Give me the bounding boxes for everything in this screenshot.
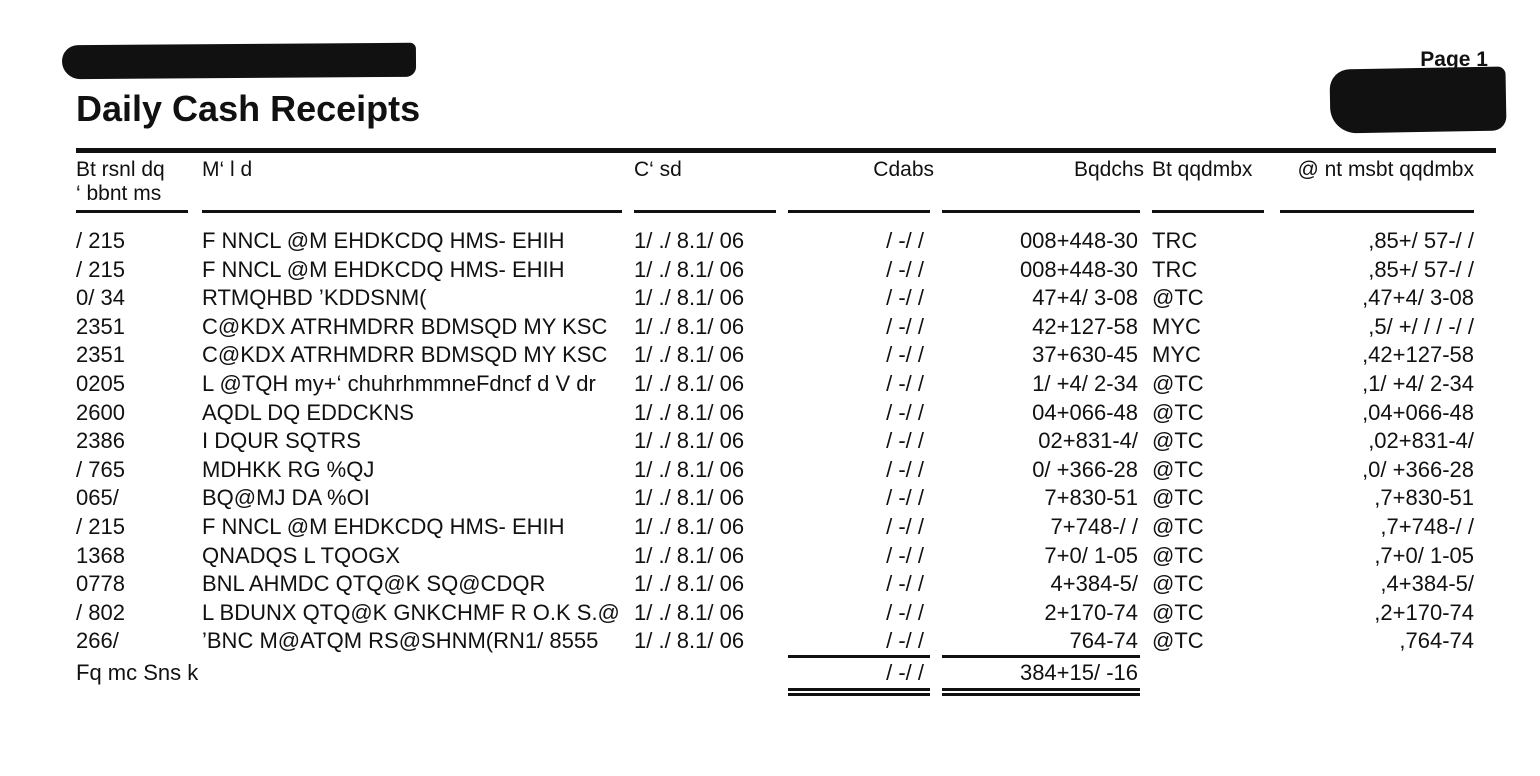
cell-credit: 0/ +366-28 [1032, 456, 1138, 482]
report-title: Daily Cash Receipts [76, 88, 421, 129]
cell-credit: 7+830-51 [1044, 485, 1138, 511]
cell-account-amount: ,1/ +4/ 2-34 [1362, 371, 1474, 396]
total-rule [942, 655, 1140, 658]
cell-debit: / -/ / [886, 599, 924, 625]
cell-customer-account: 2600 [76, 399, 125, 425]
cell-credit: 37+630-45 [1032, 342, 1138, 368]
cell-customer-account: / 215 [76, 256, 125, 282]
cell-credit: 1/ +4/ 2-34 [1032, 371, 1138, 396]
cell-debit: / -/ / [886, 485, 924, 511]
cell-date: 1/ ./ 8.1/ 06 [634, 514, 745, 539]
cell-credit: 008+448-30 [1019, 256, 1138, 282]
cell-date: 1/ ./ 8.1/ 06 [634, 571, 745, 597]
cell-account: MYC [1152, 313, 1201, 339]
redaction-mark [62, 43, 416, 79]
cell-customer-account: 0/ 34 [76, 285, 125, 311]
cell-account: TRC [1152, 228, 1198, 253]
cell-account: @TC [1152, 456, 1204, 482]
cell-date: 1/ ./ 8.1/ 06 [634, 285, 745, 311]
cell-debit: / -/ / [886, 399, 924, 425]
cell-account: TRC [1152, 256, 1198, 282]
cell-name: F NNCL @M EHDKCDQ HMS- EHIH [202, 228, 565, 253]
cell-account-amount: ,7+0/ 1-05 [1374, 542, 1474, 568]
cell-account-amount: ,42+127-58 [1362, 342, 1474, 368]
cell-debit: / -/ / [886, 228, 924, 253]
cell-account-amount: ,85+/ 57-/ / [1368, 256, 1474, 282]
cell-credit: 7+0/ 1-05 [1044, 542, 1138, 568]
cell-debit: / -/ / [886, 313, 924, 339]
cell-debit: / -/ / [886, 542, 924, 568]
cell-customer-account: / 765 [76, 456, 125, 482]
cell-debit: / -/ / [886, 285, 924, 311]
cell-credit: 2+170-74 [1044, 599, 1138, 625]
cell-name: MDHKK RG %QJ [202, 456, 375, 482]
header-name: M‘ l d [202, 158, 253, 181]
redaction-mark [1329, 66, 1506, 133]
cell-account-amount: ,2+170-74 [1374, 599, 1474, 625]
header-rule [942, 210, 1140, 213]
cell-customer-account: 1368 [76, 542, 125, 568]
cell-customer-account: / 215 [76, 228, 125, 253]
cell-date: 1/ ./ 8.1/ 06 [634, 399, 745, 425]
cell-date: 1/ ./ 8.1/ 06 [634, 542, 745, 568]
cell-customer-account: / 215 [76, 514, 125, 539]
cell-date: 1/ ./ 8.1/ 06 [634, 342, 745, 368]
cell-credit: 02+831-4/ [1038, 428, 1138, 454]
cell-debit: / -/ / [886, 342, 924, 368]
cell-account-amount: ,47+4/ 3-08 [1362, 285, 1474, 311]
header-account-amount: @ nt msbt qqdmbx [1297, 158, 1474, 181]
cell-customer-account: 065/ [76, 485, 119, 511]
cell-account: @TC [1152, 599, 1204, 625]
cell-credit: 47+4/ 3-08 [1032, 285, 1138, 311]
header-rule [76, 210, 188, 213]
cell-account: @TC [1152, 571, 1204, 597]
cell-name: C@KDX ATRHMDRR BDMSQD MY KSC [202, 313, 608, 339]
cell-date: 1/ ./ 8.1/ 06 [634, 371, 745, 396]
title-rule [76, 148, 1496, 153]
cell-customer-account: 2351 [76, 313, 125, 339]
cell-name: I DQUR SQTRS [202, 428, 361, 454]
cell-debit: / -/ / [886, 428, 924, 454]
cell-credit: 4+384-5/ [1050, 571, 1138, 597]
cell-name: BQ@MJ DA %OI [202, 485, 370, 511]
cell-debit: / -/ / [886, 256, 924, 282]
header-rule [788, 210, 930, 213]
header-date: C‘ sd [634, 158, 682, 181]
header-account: Bt qqdmbx [1152, 158, 1253, 181]
cell-date: 1/ ./ 8.1/ 06 [634, 428, 745, 454]
header-rule [1280, 210, 1474, 213]
cell-name: L @TQH my+‘ chuhrhmmneFdncf d V dr [202, 371, 596, 396]
total-credit: 384+15/ -16 [1019, 660, 1138, 685]
cell-credit: 7+748-/ / [1050, 514, 1138, 539]
cell-name: L BDUNX QTQ@K GNKCHMF R O.K S.@ [202, 599, 620, 625]
cell-debit: / -/ / [886, 571, 924, 597]
cell-account-amount: ,5/ +/ / / -/ / [1368, 313, 1474, 339]
cell-customer-account: 2351 [76, 342, 125, 368]
header-customer-account: Bt rsnl dq ‘ bbnt ms [76, 158, 165, 205]
cell-account: @TC [1152, 371, 1204, 396]
page-number: Page 1 [1420, 48, 1488, 71]
cell-name: QNADQS L TQOGX [202, 542, 401, 568]
cell-account: @TC [1152, 485, 1204, 511]
cell-account-amount: ,85+/ 57-/ / [1368, 228, 1474, 253]
cell-date: 1/ ./ 8.1/ 06 [634, 456, 745, 482]
cell-name: C@KDX ATRHMDRR BDMSQD MY KSC [202, 342, 608, 368]
header-rule [1152, 210, 1264, 213]
cell-customer-account: / 802 [76, 599, 125, 625]
cell-account: @TC [1152, 428, 1204, 454]
cell-account: @TC [1152, 628, 1204, 654]
header-rule [202, 210, 622, 213]
cell-debit: / -/ / [886, 371, 924, 396]
cell-debit: / -/ / [886, 456, 924, 482]
cell-account-amount: ,7+830-51 [1374, 485, 1474, 511]
total-label: Fq mc Sns k [76, 660, 199, 685]
cell-account: @TC [1152, 542, 1204, 568]
cell-account-amount: ,02+831-4/ [1368, 428, 1474, 454]
cell-date: 1/ ./ 8.1/ 06 [634, 313, 745, 339]
cell-date: 1/ ./ 8.1/ 06 [634, 228, 745, 253]
cell-debit: / -/ / [886, 628, 924, 654]
cell-date: 1/ ./ 8.1/ 06 [634, 628, 745, 654]
cell-date: 1/ ./ 8.1/ 06 [634, 599, 745, 625]
cell-credit: 04+066-48 [1032, 399, 1138, 425]
total-rule [788, 655, 930, 658]
cell-name: BNL AHMDC QTQ@K SQ@CDQR [202, 571, 546, 597]
total-debit: / -/ / [886, 660, 924, 685]
cell-name: ’BNC M@ATQM RS@SHNM(RN1/ 8555 [202, 628, 599, 654]
cell-customer-account: 0778 [76, 571, 125, 597]
cell-account-amount: ,4+384-5/ [1380, 571, 1474, 597]
cell-account: @TC [1152, 514, 1204, 539]
cell-date: 1/ ./ 8.1/ 06 [634, 485, 745, 511]
cell-customer-account: 0205 [76, 371, 125, 396]
cell-account-amount: ,0/ +366-28 [1362, 456, 1474, 482]
total-double-rule [788, 688, 930, 696]
cell-credit: 008+448-30 [1019, 228, 1138, 253]
cell-account-amount: ,7+748-/ / [1380, 514, 1474, 539]
cell-debit: / -/ / [886, 514, 924, 539]
cell-date: 1/ ./ 8.1/ 06 [634, 256, 745, 282]
cell-name: F NNCL @M EHDKCDQ HMS- EHIH [202, 256, 565, 282]
cell-credit: 764-74 [1069, 628, 1138, 654]
cell-account: @TC [1152, 399, 1204, 425]
cell-credit: 42+127-58 [1032, 313, 1138, 339]
cell-name: F NNCL @M EHDKCDQ HMS- EHIH [202, 514, 565, 539]
cell-account-amount: ,04+066-48 [1362, 399, 1474, 425]
cell-account: @TC [1152, 285, 1204, 311]
header-credits: Bqdchs [1073, 158, 1144, 181]
cell-name: AQDL DQ EDDCKNS [202, 399, 414, 425]
cell-customer-account: 266/ [76, 628, 119, 654]
cell-customer-account: 2386 [76, 428, 125, 454]
total-double-rule [942, 688, 1140, 696]
cell-account-amount: ,764-74 [1399, 628, 1474, 654]
header-debits: Cdabs [873, 158, 934, 181]
header-rule [634, 210, 776, 213]
cell-account: MYC [1152, 342, 1201, 368]
cell-name: RTMQHBD ’KDDSNM( [202, 285, 427, 311]
